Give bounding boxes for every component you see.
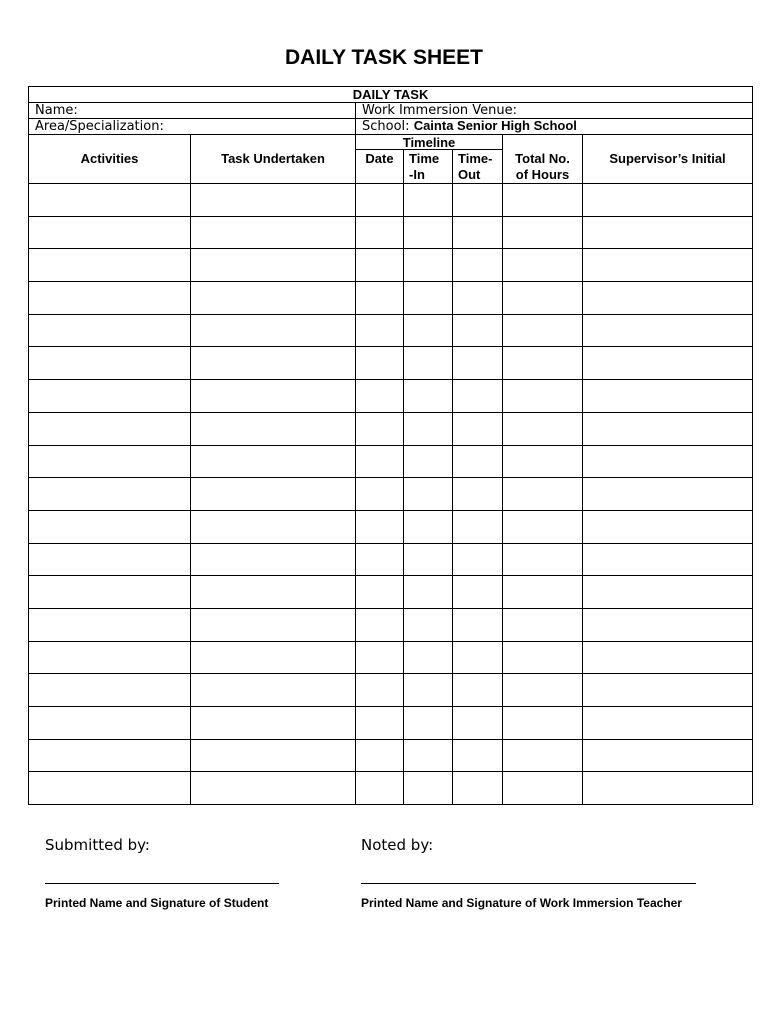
date-cell[interactable] (356, 608, 404, 641)
activity-cell[interactable] (29, 380, 191, 413)
date-cell[interactable] (356, 216, 404, 249)
table-row (29, 412, 753, 445)
time-out-cell[interactable] (453, 543, 503, 576)
time-in-cell[interactable] (404, 641, 453, 674)
time-out-cell[interactable] (453, 772, 503, 805)
time-in-cell[interactable] (404, 739, 453, 772)
time-in-cell[interactable] (404, 772, 453, 805)
time-in-cell[interactable] (404, 674, 453, 707)
time-in-cell[interactable] (404, 412, 453, 445)
total-hours-cell[interactable] (503, 184, 583, 217)
date-cell[interactable] (356, 772, 404, 805)
time-in-cell[interactable] (404, 249, 453, 282)
task-cell[interactable] (191, 314, 356, 347)
total-hours-cell[interactable] (503, 739, 583, 772)
supervisor-initial-cell[interactable] (583, 772, 753, 805)
time-out-cell[interactable] (453, 445, 503, 478)
task-cell[interactable] (191, 216, 356, 249)
supervisor-initial-cell[interactable] (583, 478, 753, 511)
total-hours-cell[interactable] (503, 576, 583, 609)
date-cell[interactable] (356, 478, 404, 511)
date-cell[interactable] (356, 347, 404, 380)
time-out-cell[interactable] (453, 739, 503, 772)
date-cell[interactable] (356, 445, 404, 478)
total-hours-cell[interactable] (503, 510, 583, 543)
table-body (29, 184, 753, 805)
activity-cell[interactable] (29, 674, 191, 707)
task-cell[interactable] (191, 576, 356, 609)
timeline-header: Timeline (356, 135, 503, 150)
task-undertaken-header: Task Undertaken (191, 135, 356, 184)
total-hours-cell[interactable] (503, 674, 583, 707)
total-hours-cell[interactable] (503, 707, 583, 740)
time-in-cell[interactable] (404, 282, 453, 315)
time-out-cell[interactable] (453, 641, 503, 674)
task-cell[interactable] (191, 347, 356, 380)
time-out-cell[interactable] (453, 707, 503, 740)
date-cell[interactable] (356, 249, 404, 282)
task-cell[interactable] (191, 184, 356, 217)
time-in-cell[interactable] (404, 216, 453, 249)
activity-cell[interactable] (29, 249, 191, 282)
activity-cell[interactable] (29, 282, 191, 315)
noted-by-label: Noted by: (361, 836, 434, 854)
time-out-cell[interactable] (453, 216, 503, 249)
table-row (29, 772, 753, 805)
date-cell[interactable] (356, 707, 404, 740)
activity-cell[interactable] (29, 445, 191, 478)
supervisor-initial-cell[interactable] (583, 282, 753, 315)
table-row (29, 739, 753, 772)
activity-cell[interactable] (29, 641, 191, 674)
teacher-signature-caption: Printed Name and Signature of Work Immersion Teacher (361, 896, 682, 910)
total-hours-cell[interactable] (503, 641, 583, 674)
supervisor-initial-cell[interactable] (583, 739, 753, 772)
total-hours-line2: of Hours (515, 167, 570, 182)
supervisor-initial-cell[interactable] (583, 249, 753, 282)
activity-cell[interactable] (29, 510, 191, 543)
total-hours-cell[interactable] (503, 608, 583, 641)
time-out-header (453, 150, 503, 184)
activity-cell[interactable] (29, 478, 191, 511)
time-out-cell[interactable] (453, 478, 503, 511)
total-hours-cell[interactable] (503, 249, 583, 282)
supervisor-initial-cell[interactable] (583, 543, 753, 576)
task-cell[interactable] (191, 772, 356, 805)
time-in-cell[interactable] (404, 576, 453, 609)
supervisor-initial-cell[interactable] (583, 380, 753, 413)
time-in-cell[interactable] (404, 314, 453, 347)
total-hours-cell[interactable] (503, 478, 583, 511)
date-cell[interactable] (356, 576, 404, 609)
time-in-cell[interactable] (404, 478, 453, 511)
activity-cell[interactable] (29, 314, 191, 347)
supervisor-initial-cell[interactable] (583, 216, 753, 249)
time-out-line1: Time- (458, 150, 493, 166)
date-cell[interactable] (356, 184, 404, 217)
task-cell[interactable] (191, 412, 356, 445)
task-cell[interactable] (191, 674, 356, 707)
time-out-cell[interactable] (453, 380, 503, 413)
table-row (29, 380, 753, 413)
time-in-cell[interactable] (404, 380, 453, 413)
date-cell[interactable] (356, 641, 404, 674)
table-row (29, 707, 753, 740)
task-cell[interactable] (191, 739, 356, 772)
table-row (29, 576, 753, 609)
activity-cell[interactable] (29, 543, 191, 576)
activity-cell[interactable] (29, 412, 191, 445)
activity-cell[interactable] (29, 576, 191, 609)
date-cell[interactable] (356, 412, 404, 445)
task-cell[interactable] (191, 282, 356, 315)
student-signature-caption: Printed Name and Signature of Student (45, 896, 269, 910)
activity-cell[interactable] (29, 347, 191, 380)
supervisor-initial-cell[interactable] (583, 641, 753, 674)
time-out-cell[interactable] (453, 412, 503, 445)
total-hours-cell[interactable] (503, 216, 583, 249)
time-in-cell[interactable] (404, 707, 453, 740)
supervisor-initial-cell[interactable] (583, 674, 753, 707)
supervisor-initial-cell[interactable] (583, 314, 753, 347)
supervisor-initial-cell[interactable] (583, 608, 753, 641)
time-out-cell[interactable] (453, 314, 503, 347)
activity-cell[interactable] (29, 739, 191, 772)
supervisor-initial-cell[interactable] (583, 510, 753, 543)
supervisor-initial-header: Supervisor’s Initial (583, 135, 753, 184)
task-cell[interactable] (191, 641, 356, 674)
area-field[interactable]: Area/Specialization: (29, 119, 356, 135)
daily-task-table (28, 86, 753, 805)
time-out-line2: Out (458, 166, 481, 182)
table-row (29, 445, 753, 478)
task-cell[interactable] (191, 445, 356, 478)
table-row (29, 249, 753, 282)
table-row (29, 543, 753, 576)
table-row (29, 347, 753, 380)
total-hours-cell[interactable] (503, 380, 583, 413)
time-out-cell[interactable] (453, 608, 503, 641)
task-cell[interactable] (191, 478, 356, 511)
name-field[interactable]: Name: (29, 103, 356, 119)
task-cell[interactable] (191, 380, 356, 413)
activity-cell[interactable] (29, 772, 191, 805)
date-cell[interactable] (356, 739, 404, 772)
teacher-signature-line[interactable] (361, 883, 696, 884)
time-in-cell[interactable] (404, 184, 453, 217)
activity-cell[interactable] (29, 184, 191, 217)
date-cell[interactable] (356, 282, 404, 315)
time-out-cell[interactable] (453, 674, 503, 707)
table-row (29, 608, 753, 641)
table-banner: DAILY TASK (29, 87, 753, 103)
total-hours-cell[interactable] (503, 314, 583, 347)
supervisor-initial-cell[interactable] (583, 347, 753, 380)
time-out-cell[interactable] (453, 576, 503, 609)
task-cell[interactable] (191, 510, 356, 543)
supervisor-initial-cell[interactable] (583, 445, 753, 478)
task-cell[interactable] (191, 249, 356, 282)
time-in-cell[interactable] (404, 608, 453, 641)
venue-field[interactable]: Work Immersion Venue: (356, 103, 753, 119)
table-row (29, 184, 753, 217)
table-row (29, 314, 753, 347)
task-cell[interactable] (191, 608, 356, 641)
total-hours-cell[interactable] (503, 772, 583, 805)
time-in-header (404, 150, 453, 184)
supervisor-initial-cell[interactable] (583, 707, 753, 740)
supervisor-initial-cell[interactable] (583, 412, 753, 445)
student-signature-line[interactable] (45, 883, 279, 884)
submitted-by-label: Submitted by: (45, 836, 150, 854)
document-title: DAILY TASK SHEET (285, 46, 483, 69)
total-hours-line1: Total No. (515, 151, 570, 166)
school-label: School: (362, 119, 410, 134)
time-out-cell[interactable] (453, 249, 503, 282)
time-out-cell[interactable] (453, 510, 503, 543)
time-out-cell[interactable] (453, 282, 503, 315)
time-in-cell[interactable] (404, 347, 453, 380)
time-in-cell[interactable] (404, 445, 453, 478)
table-row (29, 216, 753, 249)
table-row (29, 674, 753, 707)
total-hours-cell[interactable] (503, 347, 583, 380)
total-hours-cell[interactable] (503, 282, 583, 315)
table-row (29, 478, 753, 511)
table-row (29, 510, 753, 543)
table-row (29, 282, 753, 315)
supervisor-initial-cell[interactable] (583, 184, 753, 217)
school-field (356, 119, 753, 135)
supervisor-initial-cell[interactable] (583, 576, 753, 609)
date-cell[interactable] (356, 674, 404, 707)
total-hours-cell[interactable] (503, 445, 583, 478)
time-in-line1: Time (409, 150, 440, 166)
total-hours-header (503, 135, 583, 184)
date-cell[interactable] (356, 510, 404, 543)
activity-cell[interactable] (29, 216, 191, 249)
date-cell[interactable] (356, 314, 404, 347)
time-in-cell[interactable] (404, 543, 453, 576)
table-row (29, 641, 753, 674)
total-hours-cell[interactable] (503, 543, 583, 576)
date-cell[interactable] (356, 380, 404, 413)
time-in-line2: -In (409, 166, 425, 182)
activity-cell[interactable] (29, 707, 191, 740)
activity-cell[interactable] (29, 608, 191, 641)
total-hours-cell[interactable] (503, 412, 583, 445)
task-cell[interactable] (191, 543, 356, 576)
time-out-cell[interactable] (453, 347, 503, 380)
time-in-cell[interactable] (404, 510, 453, 543)
time-out-cell[interactable] (453, 184, 503, 217)
date-cell[interactable] (356, 543, 404, 576)
task-cell[interactable] (191, 707, 356, 740)
date-header: Date (356, 150, 404, 184)
activities-header: Activities (29, 135, 191, 184)
school-value: Cainta Senior High School (413, 118, 577, 133)
